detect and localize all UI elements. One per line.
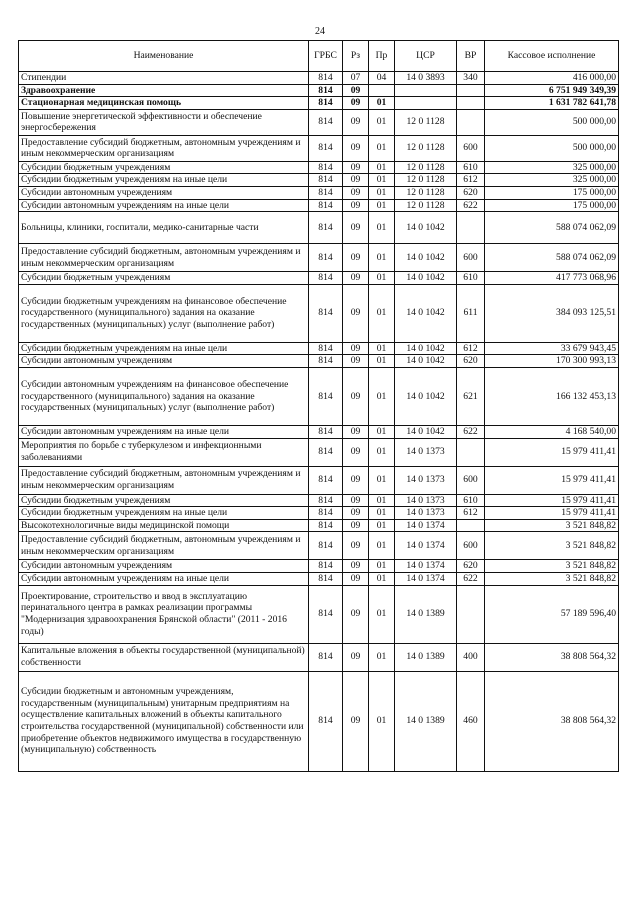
cell-grbs: 814 xyxy=(309,135,343,161)
cell-pr: 01 xyxy=(369,212,395,244)
cell-csr: 14 0 1042 xyxy=(395,284,457,342)
table-row xyxy=(19,342,619,355)
cell-csr: 14 0 1042 xyxy=(395,355,457,368)
header-rz: Рз xyxy=(343,41,369,72)
cell-amount: 3 521 848,82 xyxy=(485,572,619,585)
cell-grbs: 814 xyxy=(309,212,343,244)
cell-vr: 610 xyxy=(457,161,485,174)
cell-grbs: 814 xyxy=(309,519,343,532)
table-row xyxy=(19,532,619,560)
cell-pr: 01 xyxy=(369,186,395,199)
cell-csr: 12 0 1128 xyxy=(395,199,457,212)
cell-vr xyxy=(457,84,485,97)
cell-name: Субсидии бюджетным и автономным учреждениям, государственным (муниципальным) унитарным предприятиям на осуществление капитальных вложений в объекты капитального строительства государственной (муниципальной) собственности или приобретение объектов недвижимого имущества в государственную (муниципальную) собственность xyxy=(19,671,309,771)
cell-rz: 09 xyxy=(343,135,369,161)
cell-pr: 01 xyxy=(369,199,395,212)
cell-amount: 384 093 125,51 xyxy=(485,284,619,342)
cell-csr: 14 0 1042 xyxy=(395,342,457,355)
cell-grbs: 814 xyxy=(309,494,343,507)
cell-amount: 3 521 848,82 xyxy=(485,532,619,560)
cell-pr: 01 xyxy=(369,272,395,285)
cell-pr: 01 xyxy=(369,109,395,135)
cell-grbs: 814 xyxy=(309,355,343,368)
cell-grbs: 814 xyxy=(309,560,343,573)
cell-name: Субсидии автономным учреждениям на иные цели xyxy=(19,425,309,438)
cell-csr: 14 0 1042 xyxy=(395,212,457,244)
cell-rz: 09 xyxy=(343,671,369,771)
cell-pr: 01 xyxy=(369,342,395,355)
cell-csr xyxy=(395,97,457,110)
cell-name: Мероприятия по борьбе с туберкулезом и инфекционными заболеваниями xyxy=(19,438,309,466)
cell-amount: 33 679 943,45 xyxy=(485,342,619,355)
cell-rz: 09 xyxy=(343,643,369,671)
cell-csr: 14 0 1373 xyxy=(395,507,457,520)
cell-name: Предоставление субсидий бюджетным, автономным учреждениям и иным некоммерческим организациям xyxy=(19,135,309,161)
cell-grbs: 814 xyxy=(309,72,343,85)
cell-name: Субсидии автономным учреждениям xyxy=(19,560,309,573)
cell-vr xyxy=(457,97,485,110)
cell-name: Субсидии автономным учреждениям на иные цели xyxy=(19,199,309,212)
cell-csr: 14 0 1042 xyxy=(395,272,457,285)
cell-amount: 15 979 411,41 xyxy=(485,507,619,520)
cell-amount: 588 074 062,09 xyxy=(485,244,619,272)
cell-name: Субсидии автономным учреждениям xyxy=(19,186,309,199)
cell-rz: 09 xyxy=(343,438,369,466)
cell-rz: 09 xyxy=(343,560,369,573)
cell-vr xyxy=(457,585,485,643)
cell-pr: 01 xyxy=(369,284,395,342)
header-amount: Кассовое исполнение xyxy=(485,41,619,72)
table-row xyxy=(19,97,619,110)
table-row xyxy=(19,355,619,368)
cell-csr: 14 0 1042 xyxy=(395,244,457,272)
table-row xyxy=(19,135,619,161)
cell-csr: 12 0 1128 xyxy=(395,186,457,199)
cell-pr: 01 xyxy=(369,174,395,187)
cell-amount: 175 000,00 xyxy=(485,199,619,212)
cell-pr: 01 xyxy=(369,572,395,585)
cell-name: Предоставление субсидий бюджетным, автономным учреждениям и иным некоммерческим организациям xyxy=(19,244,309,272)
cell-name: Повышение энергетической эффективности и обеспечение энергосбережения xyxy=(19,109,309,135)
cell-vr: 612 xyxy=(457,507,485,520)
cell-vr: 611 xyxy=(457,284,485,342)
cell-vr: 460 xyxy=(457,671,485,771)
cell-amount: 417 773 068,96 xyxy=(485,272,619,285)
cell-pr: 01 xyxy=(369,532,395,560)
cell-rz: 09 xyxy=(343,507,369,520)
cell-vr: 400 xyxy=(457,643,485,671)
cell-vr: 610 xyxy=(457,494,485,507)
table-row xyxy=(19,671,619,771)
cell-vr xyxy=(457,438,485,466)
cell-rz: 09 xyxy=(343,97,369,110)
cell-name: Субсидии бюджетным учреждениям xyxy=(19,161,309,174)
table-row xyxy=(19,585,619,643)
table-row xyxy=(19,438,619,466)
cell-rz: 09 xyxy=(343,367,369,425)
cell-pr: 01 xyxy=(369,244,395,272)
table-row xyxy=(19,244,619,272)
cell-grbs: 814 xyxy=(309,466,343,494)
cell-csr: 14 0 1373 xyxy=(395,494,457,507)
cell-pr: 01 xyxy=(369,161,395,174)
cell-rz: 09 xyxy=(343,342,369,355)
cell-csr: 12 0 1128 xyxy=(395,135,457,161)
cell-name: Высокотехнологичные виды медицинской помощи xyxy=(19,519,309,532)
cell-pr: 01 xyxy=(369,585,395,643)
table-row xyxy=(19,174,619,187)
cell-grbs: 814 xyxy=(309,109,343,135)
cell-name: Субсидии бюджетным учреждениям на финансовое обеспечение государственного (муниципального) задания на оказание государственных (муниципальных) услуг (выполнение работ) xyxy=(19,284,309,342)
cell-amount: 38 808 564,32 xyxy=(485,671,619,771)
cell-name: Субсидии бюджетным учреждениям на иные цели xyxy=(19,342,309,355)
cell-vr: 600 xyxy=(457,244,485,272)
cell-grbs: 814 xyxy=(309,585,343,643)
table-row xyxy=(19,72,619,85)
cell-pr xyxy=(369,84,395,97)
cell-name: Здравоохранение xyxy=(19,84,309,97)
cell-grbs: 814 xyxy=(309,284,343,342)
cell-name: Субсидии бюджетным учреждениям xyxy=(19,272,309,285)
cell-amount: 1 631 782 641,78 xyxy=(485,97,619,110)
cell-grbs: 814 xyxy=(309,643,343,671)
cell-name: Субсидии автономным учреждениям на иные цели xyxy=(19,572,309,585)
table-row xyxy=(19,643,619,671)
page-number: 24 xyxy=(315,26,325,37)
cell-vr: 622 xyxy=(457,425,485,438)
cell-vr: 620 xyxy=(457,186,485,199)
table-row xyxy=(19,466,619,494)
cell-csr: 14 0 1389 xyxy=(395,643,457,671)
cell-csr: 14 0 1042 xyxy=(395,367,457,425)
cell-rz: 09 xyxy=(343,572,369,585)
cell-name: Проектирование, строительство и ввод в эксплуатацию перинатального центра в рамках реализации программы "Модернизация здравоохранения Брянской области" (2011 - 2016 годы) xyxy=(19,585,309,643)
cell-vr xyxy=(457,519,485,532)
cell-vr: 620 xyxy=(457,355,485,368)
cell-amount: 4 168 540,00 xyxy=(485,425,619,438)
table-row xyxy=(19,109,619,135)
cell-vr: 620 xyxy=(457,560,485,573)
cell-csr: 12 0 1128 xyxy=(395,161,457,174)
header-grbs: ГРБС xyxy=(309,41,343,72)
cell-rz: 09 xyxy=(343,519,369,532)
table-row xyxy=(19,272,619,285)
cell-name: Больницы, клиники, госпитали, медико-санитарные части xyxy=(19,212,309,244)
cell-name: Субсидии бюджетным учреждениям на иные цели xyxy=(19,507,309,520)
cell-csr: 14 0 1042 xyxy=(395,425,457,438)
cell-name: Субсидии автономным учреждениям xyxy=(19,355,309,368)
table-row xyxy=(19,494,619,507)
cell-pr: 01 xyxy=(369,355,395,368)
table-row xyxy=(19,507,619,520)
cell-csr: 14 0 3893 xyxy=(395,72,457,85)
cell-pr: 01 xyxy=(369,671,395,771)
cell-grbs: 814 xyxy=(309,161,343,174)
table-body xyxy=(19,72,619,772)
cell-vr: 600 xyxy=(457,532,485,560)
table-header-row xyxy=(19,41,619,72)
table-row xyxy=(19,84,619,97)
cell-pr: 01 xyxy=(369,519,395,532)
table-row xyxy=(19,425,619,438)
cell-name: Субсидии бюджетным учреждениям на иные цели xyxy=(19,174,309,187)
cell-rz: 09 xyxy=(343,109,369,135)
budget-table xyxy=(18,40,619,772)
cell-rz: 09 xyxy=(343,585,369,643)
table-row xyxy=(19,519,619,532)
cell-csr: 12 0 1128 xyxy=(395,174,457,187)
cell-amount: 325 000,00 xyxy=(485,161,619,174)
cell-grbs: 814 xyxy=(309,199,343,212)
cell-rz: 09 xyxy=(343,494,369,507)
cell-pr: 04 xyxy=(369,72,395,85)
header-name: Наименование xyxy=(19,41,309,72)
cell-amount: 325 000,00 xyxy=(485,174,619,187)
cell-rz: 07 xyxy=(343,72,369,85)
cell-vr: 340 xyxy=(457,72,485,85)
table-row xyxy=(19,284,619,342)
cell-pr: 01 xyxy=(369,560,395,573)
cell-grbs: 814 xyxy=(309,186,343,199)
cell-grbs: 814 xyxy=(309,174,343,187)
cell-amount: 170 300 993,13 xyxy=(485,355,619,368)
cell-pr: 01 xyxy=(369,367,395,425)
cell-csr: 12 0 1128 xyxy=(395,109,457,135)
cell-vr: 610 xyxy=(457,272,485,285)
cell-csr: 14 0 1374 xyxy=(395,572,457,585)
cell-grbs: 814 xyxy=(309,272,343,285)
table-row xyxy=(19,186,619,199)
table-row xyxy=(19,367,619,425)
cell-csr: 14 0 1389 xyxy=(395,585,457,643)
cell-vr xyxy=(457,212,485,244)
cell-rz: 09 xyxy=(343,244,369,272)
cell-amount: 3 521 848,82 xyxy=(485,519,619,532)
cell-name: Субсидии автономным учреждениям на финансовое обеспечение государственного (муниципального) задания на оказание государственных (муниципальных) услуг (выполнение работ) xyxy=(19,367,309,425)
table-row xyxy=(19,212,619,244)
cell-csr: 14 0 1374 xyxy=(395,532,457,560)
cell-rz: 09 xyxy=(343,532,369,560)
cell-amount: 15 979 411,41 xyxy=(485,438,619,466)
cell-vr: 612 xyxy=(457,174,485,187)
header-csr: ЦСР xyxy=(395,41,457,72)
cell-grbs: 814 xyxy=(309,572,343,585)
cell-grbs: 814 xyxy=(309,84,343,97)
cell-amount: 588 074 062,09 xyxy=(485,212,619,244)
cell-csr xyxy=(395,84,457,97)
table-row xyxy=(19,161,619,174)
table-row xyxy=(19,560,619,573)
cell-pr: 01 xyxy=(369,494,395,507)
cell-rz: 09 xyxy=(343,174,369,187)
table-row xyxy=(19,572,619,585)
cell-amount: 500 000,00 xyxy=(485,109,619,135)
cell-vr: 600 xyxy=(457,135,485,161)
cell-grbs: 814 xyxy=(309,367,343,425)
cell-rz: 09 xyxy=(343,161,369,174)
cell-csr: 14 0 1374 xyxy=(395,560,457,573)
cell-grbs: 814 xyxy=(309,507,343,520)
cell-grbs: 814 xyxy=(309,425,343,438)
table-row xyxy=(19,199,619,212)
cell-rz: 09 xyxy=(343,212,369,244)
cell-pr: 01 xyxy=(369,438,395,466)
cell-amount: 3 521 848,82 xyxy=(485,560,619,573)
cell-rz: 09 xyxy=(343,284,369,342)
header-pr: Пр xyxy=(369,41,395,72)
cell-amount: 6 751 949 349,39 xyxy=(485,84,619,97)
cell-amount: 500 000,00 xyxy=(485,135,619,161)
cell-name: Предоставление субсидий бюджетным, автономным учреждениям и иным некоммерческим организациям xyxy=(19,532,309,560)
cell-csr: 14 0 1373 xyxy=(395,466,457,494)
cell-rz: 09 xyxy=(343,466,369,494)
cell-rz: 09 xyxy=(343,84,369,97)
cell-amount: 166 132 453,13 xyxy=(485,367,619,425)
cell-amount: 175 000,00 xyxy=(485,186,619,199)
cell-pr: 01 xyxy=(369,466,395,494)
cell-vr xyxy=(457,109,485,135)
cell-name: Капитальные вложения в объекты государственной (муниципальной) собственности xyxy=(19,643,309,671)
cell-pr: 01 xyxy=(369,507,395,520)
cell-rz: 09 xyxy=(343,186,369,199)
cell-rz: 09 xyxy=(343,425,369,438)
cell-grbs: 814 xyxy=(309,438,343,466)
cell-csr: 14 0 1374 xyxy=(395,519,457,532)
cell-pr: 01 xyxy=(369,97,395,110)
cell-amount: 416 000,00 xyxy=(485,72,619,85)
cell-name: Предоставление субсидий бюджетным, автономным учреждениям и иным некоммерческим организациям xyxy=(19,466,309,494)
cell-amount: 15 979 411,41 xyxy=(485,466,619,494)
cell-vr: 622 xyxy=(457,572,485,585)
cell-pr: 01 xyxy=(369,425,395,438)
cell-vr: 621 xyxy=(457,367,485,425)
cell-pr: 01 xyxy=(369,135,395,161)
cell-csr: 14 0 1373 xyxy=(395,438,457,466)
cell-vr: 612 xyxy=(457,342,485,355)
cell-name: Стипендии xyxy=(19,72,309,85)
cell-name: Стационарная медицинская помощь xyxy=(19,97,309,110)
header-vr: ВР xyxy=(457,41,485,72)
cell-grbs: 814 xyxy=(309,532,343,560)
cell-name: Субсидии бюджетным учреждениям xyxy=(19,494,309,507)
cell-amount: 15 979 411,41 xyxy=(485,494,619,507)
cell-vr: 622 xyxy=(457,199,485,212)
cell-vr: 600 xyxy=(457,466,485,494)
cell-rz: 09 xyxy=(343,355,369,368)
cell-rz: 09 xyxy=(343,272,369,285)
cell-grbs: 814 xyxy=(309,671,343,771)
cell-grbs: 814 xyxy=(309,244,343,272)
cell-rz: 09 xyxy=(343,199,369,212)
cell-grbs: 814 xyxy=(309,97,343,110)
cell-grbs: 814 xyxy=(309,342,343,355)
cell-csr: 14 0 1389 xyxy=(395,671,457,771)
cell-amount: 38 808 564,32 xyxy=(485,643,619,671)
cell-pr: 01 xyxy=(369,643,395,671)
cell-amount: 57 189 596,40 xyxy=(485,585,619,643)
